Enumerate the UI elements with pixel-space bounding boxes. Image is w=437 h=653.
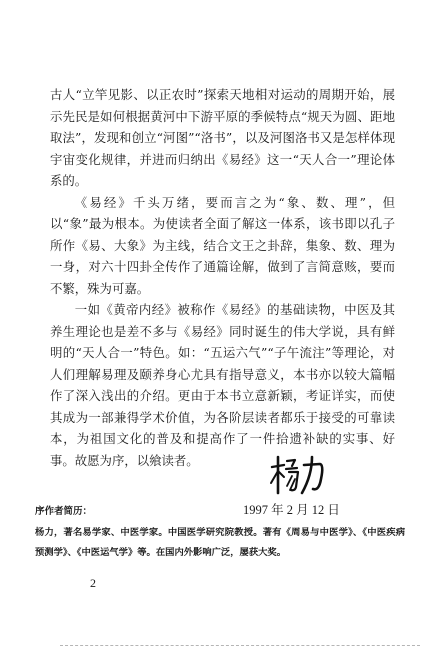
- bio-label: 序作者简历：: [35, 506, 93, 517]
- signature-image: [268, 453, 328, 499]
- preface-paragraph-2: 《易经》千头万绪，要而言之为“象、数、理”，但以“象”最为根本。为使读者全面了解这一体系，该书即以孔子所作《易、大象》为主线，结合文王之卦辞，集象、数、理为一身，对六十四卦全传作了通篇诠解，做到了言简意赅，要而不繁，殊为可嘉。: [50, 194, 395, 296]
- preface-date: 1997 年 2 月 12 日: [243, 503, 340, 517]
- page-number: 2: [90, 576, 96, 590]
- preface-paragraph-3: 一如《黄帝内经》被称作《易经》的基础读物，中医及其养生理论也是差不多与《易经》同时诞生的伟大学说，具有鲜明的“天人合一”特色。如：“五运六气”“子午流注”等理论，对人们理解易理及颐养身心尤具有指导意义，本书亦以较大篇幅作了深入浅出的介绍。更由于本书立意新颖，考证详实，而使其成为一部兼得学术价值，为各阶层读者都乐于接受的可靠读本，为祖国文化的普及和提高作了一件拾遗补缺的实事、好事。故愿为序，以飨读者。: [50, 302, 395, 468]
- preface-paragraph-1: 古人“立竿见影、以正农时”探索天地相对运动的周期开始，展示先民是如何根据黄河中下游平原的季候特点“规天为圆、距地取法”，发现和创立“河图”“洛书”，以及河图洛书又是怎样体现宇宙变化规律，并进而归纳出《易经》这一“天人合一”理论体系的。: [50, 87, 395, 188]
- handwritten-signature: [268, 453, 328, 499]
- footer-rule: [60, 645, 420, 646]
- preface-body: [50, 84, 395, 471]
- author-bio: 杨力，著名易学家、中医学家。中国医学研究院教授。著有《周易与中医学》、《中医疾病预测学》、《中医运气学》等。在国内外影响广泛，屡获大奖。: [35, 527, 405, 558]
